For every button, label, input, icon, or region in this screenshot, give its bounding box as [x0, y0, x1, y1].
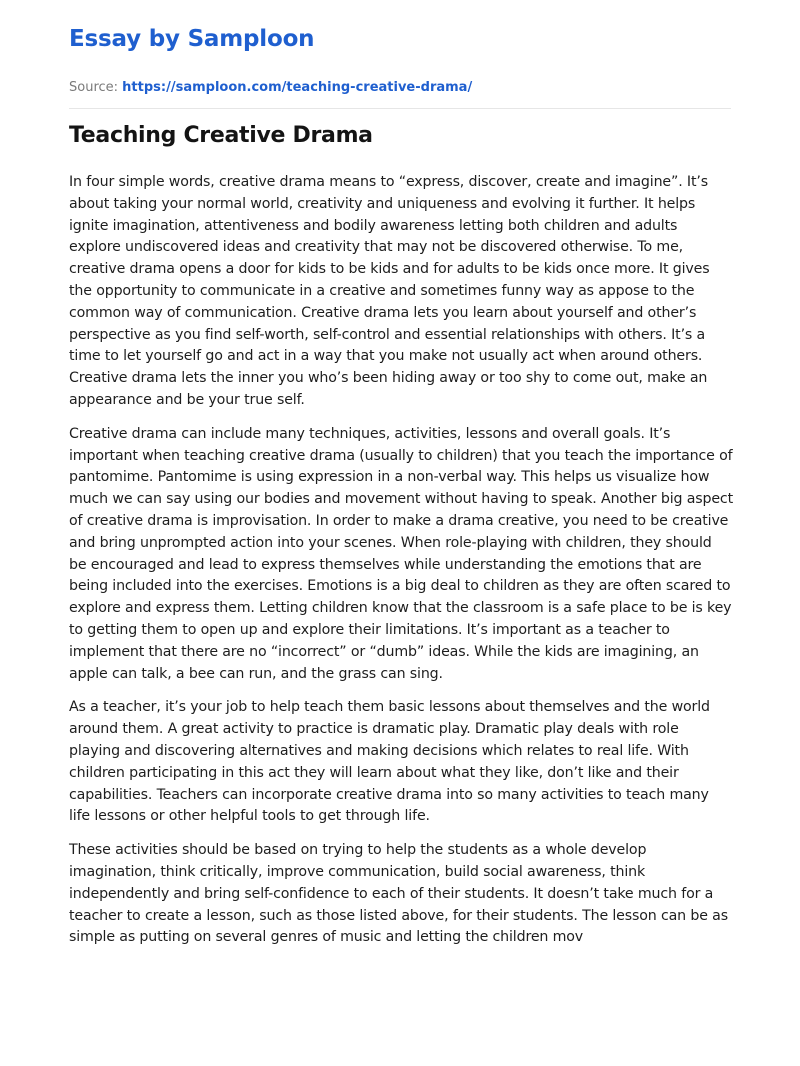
essay-body	[69, 172, 733, 961]
brand-title: Essay by Samploon	[69, 26, 315, 52]
essay-paragraph: Creative drama can include many techniques, activities, lessons and overall goals. It’s important when teaching creative drama (usually to children) that you teach the importance of pantomime. Pantomime is using expression in a non-verbal way. This helps us visualize how much we can say using our bodies and movement without having to speak. Another big aspect of creative drama is improvisation. In order to make a drama creative, you need to be creative and bring unprompted action into your scenes. When role-playing with children, they should be encouraged and lead to express themselves while understanding the emotions that are being included into the exercises. Emotions is a big deal to children as they are often scared to explore and express them. Letting children know that the classroom is a safe place to be is key to getting them to open up and explore their limitations. It’s important as a teacher to implement that there are no “incorrect” or “dumb” ideas. While the kids are imagining, an apple can talk, a bee can run, and the grass can sing.	[69, 425, 733, 682]
source-label: Source:	[69, 80, 119, 95]
source-line	[69, 80, 472, 95]
essay-title: Teaching Creative Drama	[69, 123, 373, 148]
source-link[interactable]: https://samploon.com/teaching-creative-drama/	[122, 80, 473, 95]
header-divider	[69, 108, 731, 109]
essay-paragraph: These activities should be based on trying to help the students as a whole develop imagination, think critically, improve communication, build social awareness, think independently and bring self-confidence to each of their students. It doesn’t take much for a teacher to create a lesson, such as those listed above, for their students. The lesson can be as simple as putting on several genres of music and letting the children mov	[69, 842, 728, 946]
essay-paragraph: As a teacher, it’s your job to help teach them basic lessons about themselves and the world around them. A great activity to practice is dramatic play. Dramatic play deals with role playing and discovering alternatives and making decisions which relates to real life. With children participating in this act they will learn about what they like, don’t like and their capabilities. Teachers can incorporate creative drama into so many activities to teach many life lessons or other helpful tools to get through life.	[69, 699, 710, 825]
essay-paragraph: In four simple words, creative drama means to “express, discover, create and imagine”. It’s about taking your normal world, creativity and uniqueness and evolving it further. It helps ignite imagination, attentiveness and bodily awareness letting both children and adults explore undiscovered ideas and creativity that may not be discovered otherwise. To me, creative drama opens a door for kids to be kids and for adults to be kids once more. It gives the opportunity to communicate in a creative and sometimes funny way as appose to the common way of communication. Creative drama lets you learn about yourself and other’s perspective as you find self-worth, self-control and essential relationships with others. It’s a time to let yourself go and act in a way that you make not usually act when around others. Creative drama lets the inner you who’s been hiding away or too shy to come out, make an appearance and be your true self.	[69, 174, 710, 408]
